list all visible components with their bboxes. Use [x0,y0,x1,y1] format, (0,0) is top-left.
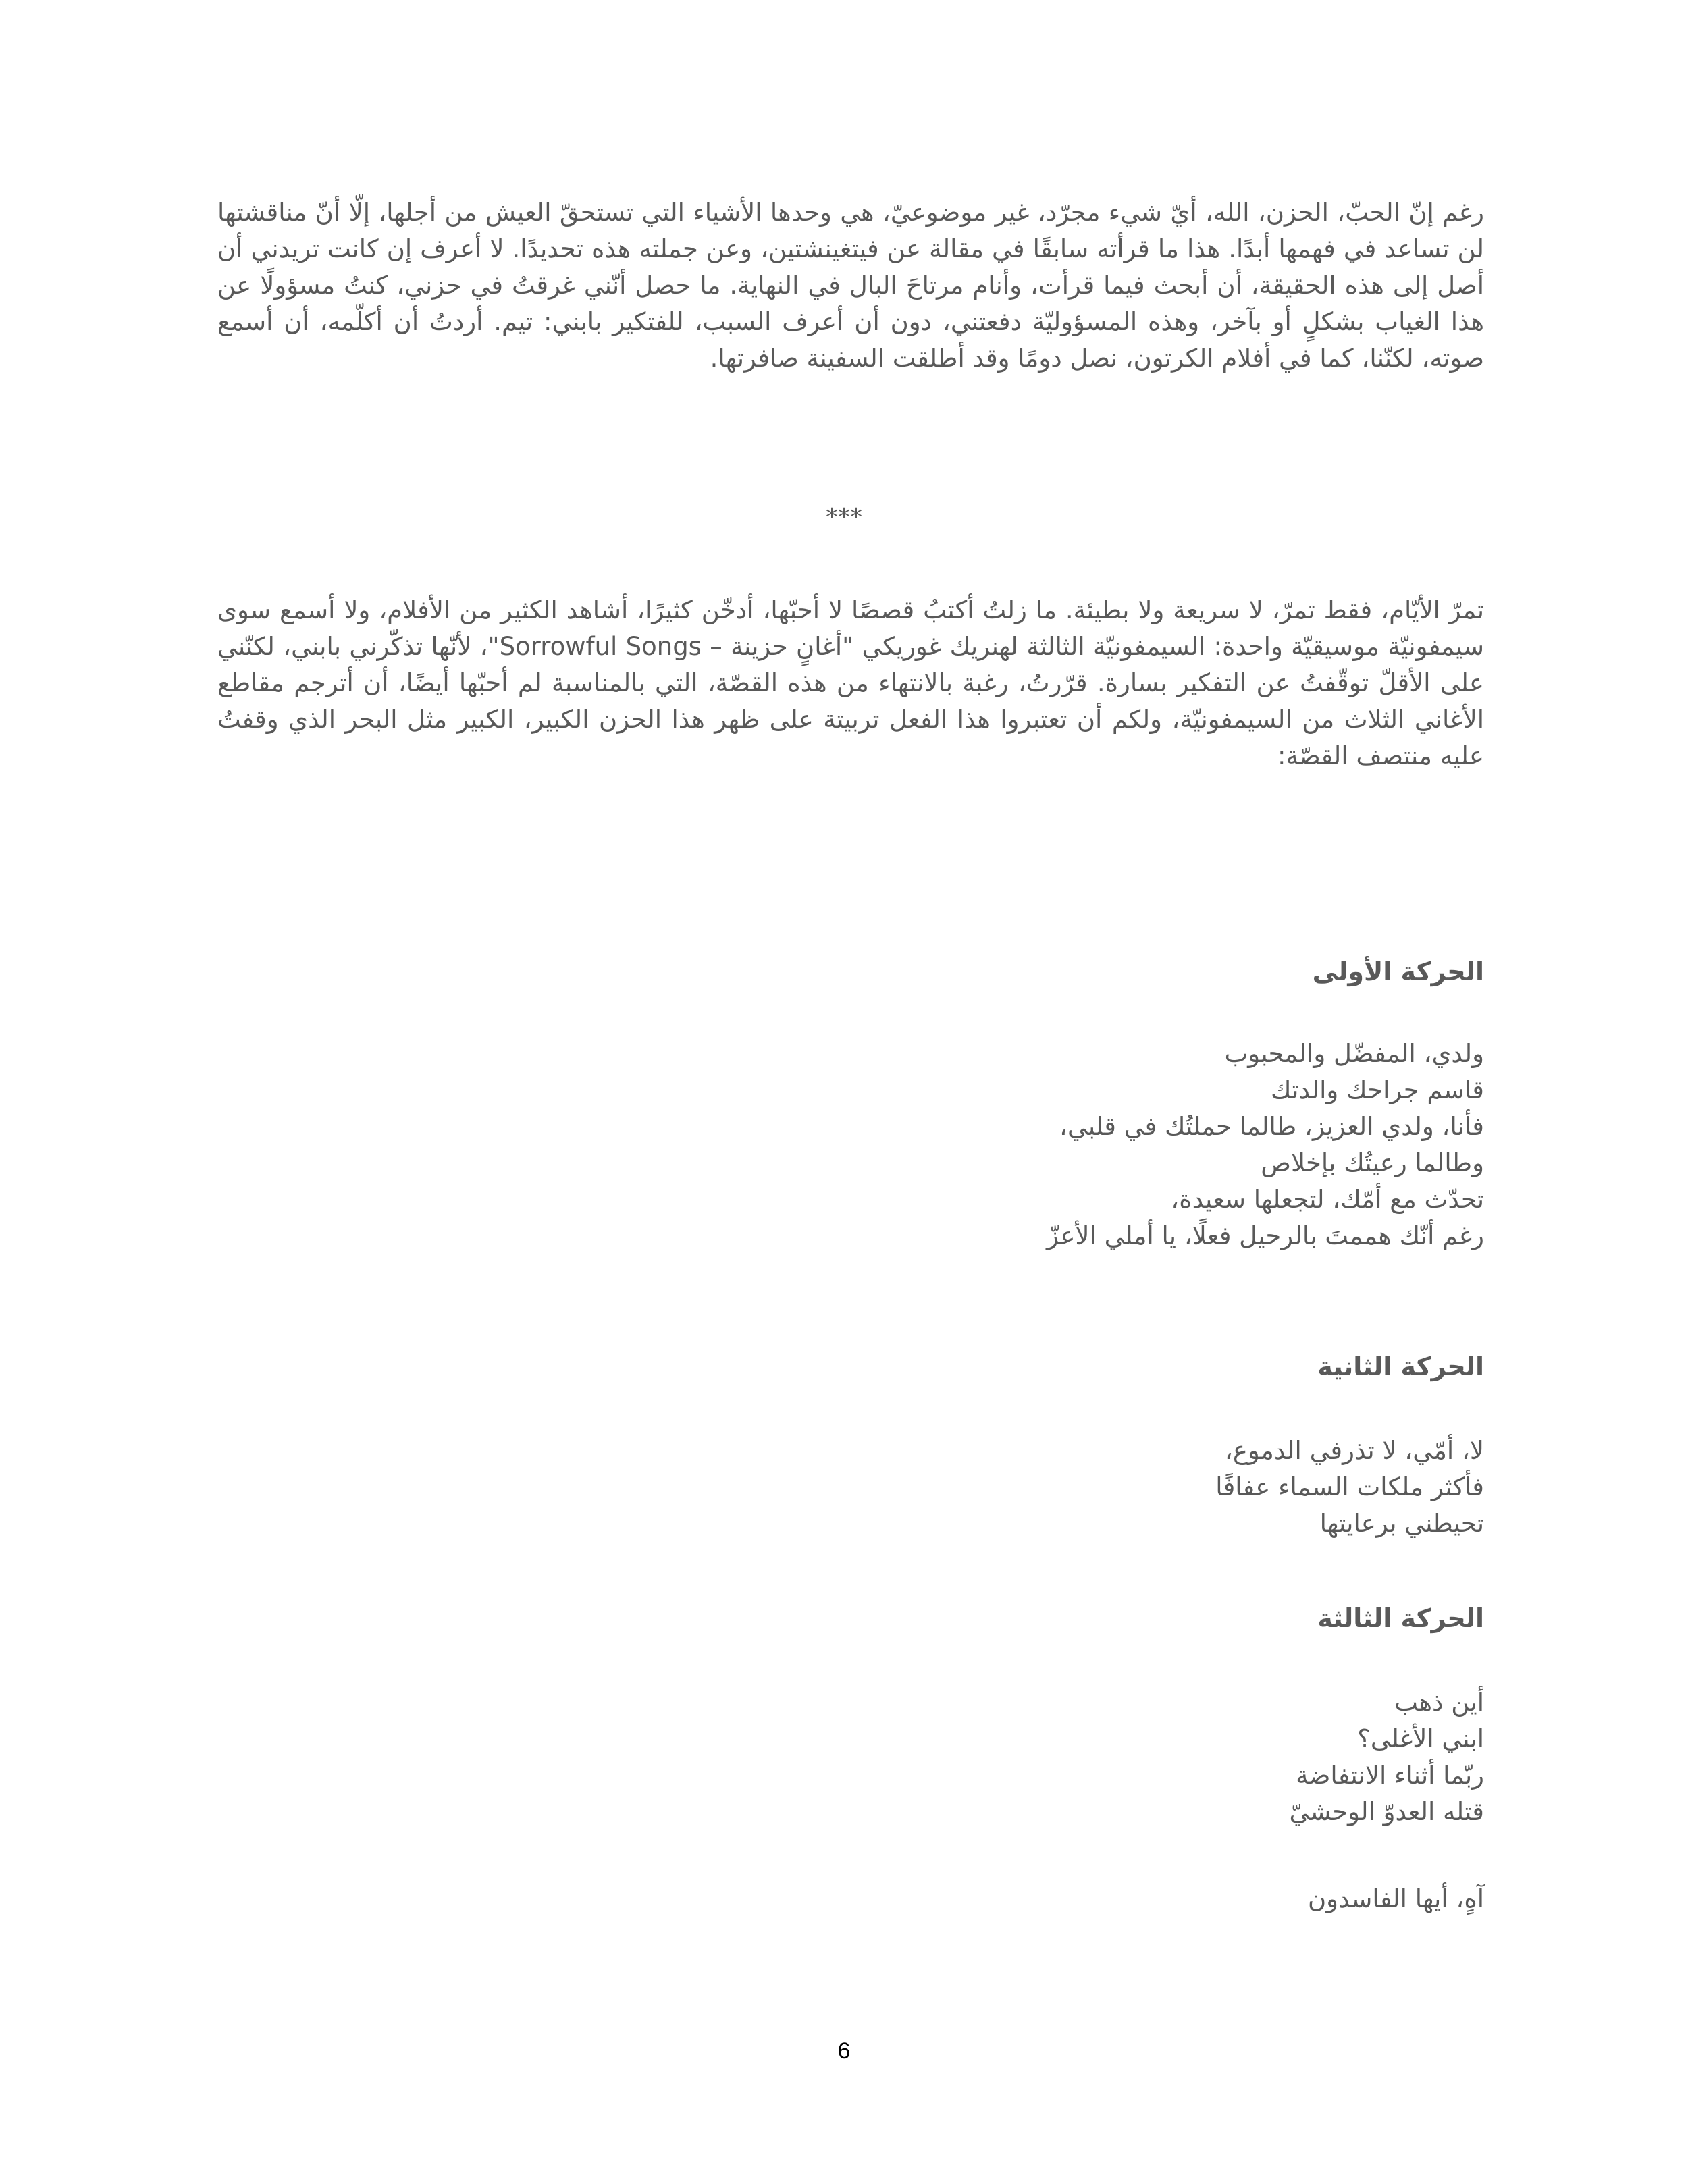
movement-2-lyrics [1215,1433,1484,1542]
movement-1-lyrics [1047,1036,1484,1254]
lyric-line: قتله العدوّ الوحشيّ [1289,1797,1484,1826]
movement-3-heading: الحركة الثالثة [1317,1603,1484,1633]
lyric-line: ربّما أثناء الانتفاضة [1296,1761,1484,1790]
lyric-line: لا، أمّي، لا تذرفي الدموع، [1224,1436,1484,1465]
movement-1-heading: الحركة الأولى [1312,957,1484,986]
movement-3-lyrics-continued [1308,1881,1484,1917]
lyric-line: ولدي، المفضّل والمحبوب [1224,1039,1484,1068]
lyric-line: قاسم جراحك والدتك [1270,1075,1484,1104]
lyric-line: أين ذهب [1394,1688,1484,1717]
lyric-line: تحدّث مع أمّك، لتجعلها سعيدة، [1171,1185,1484,1214]
lyric-line: ابني الأغلى؟ [1357,1724,1484,1753]
body-paragraph-2: تمرّ الأيّام، فقط تمرّ، لا سريعة ولا بطيئة. ما زلتُ أكتبُ قصصًا لا أحبّها، أدخّن كثيرًا، أشاهد الكثير من الأفلام، ولا أسمع سوى سيمفونيّة موسيقيّة واحدة: السيمفونيّة الثالثة لهنريك غوريكي "أغانٍ حزينة – Sorrowful Songs"، لأنّها تذكّرني بابني، لكنّني على الأقلّ توقّفتُ عن التفكير بسارة. قرّرتُ، رغبة بالانتهاء من هذه القصّة، التي بالمناسبة لم أحبّها أيضًا، أن أترجم مقاطع الأغاني الثلاث من السيمفونيّة، ولكم أن تعتبروا هذا الفعل تربيتة على ظهر هذا الحزن الكبير، الكبير مثل البحر الذي وقفتُ عليه منتصف القصّة: [217,595,1484,770]
body-paragraph-1: رغم إنّ الحبّ، الحزن، الله، أيّ شيء مجرّد، غير موضوعيّ، هي وحدها الأشياء التي تستحقّ العيش من أجلها، إلّا أنّ مناقشتها لن تساعد في فهمها أبدًا. هذا ما قرأته سابقًا في مقالة عن فيتغينشتين، وعن جملته هذه تحديدًا. لا أعرف إن كانت تريدني أن أصل إلى هذه الحقيقة، أن أبحث فيما قرأت، وأنام مرتاحَ البال في النهاية. ما حصل أنّني غرقتُ في حزني، كنتُ مسؤولًا عن هذا الغياب بشكلٍ أو بآخر، وهذه المسؤوليّة دفعتني، دون أن أعرف السبب، للفتكير بابني: تيم. أردتُ أن أكلّمه، أن أسمع صوته، لكنّنا، كما في أفلام الكرتون، نصل دومًا وقد أطلقت السفينة صافرتها. [217,198,1484,373]
movement-2-heading: الحركة الثانية [1317,1352,1484,1381]
lyric-line: آهٍ، أيها الفاسدون [1307,1884,1484,1913]
lyric-line: وطالما رعيتُك بإخلاص [1261,1148,1484,1177]
movement-3-lyrics [1289,1684,1484,1830]
lyric-line: فأنا، ولدي العزيز، طالما حملتُك في قلبي، [1059,1112,1484,1141]
page-number: 6 [837,2038,851,2064]
lyric-line: فأكثر ملكات السماء عفافًا [1215,1472,1484,1501]
lyric-line: رغم أنّك هممتَ بالرحيل فعلًا، يا أملي الأعزّ [1046,1221,1484,1250]
lyric-line: تحيطني برعايتها [1319,1509,1484,1538]
section-separator: *** [826,504,862,531]
